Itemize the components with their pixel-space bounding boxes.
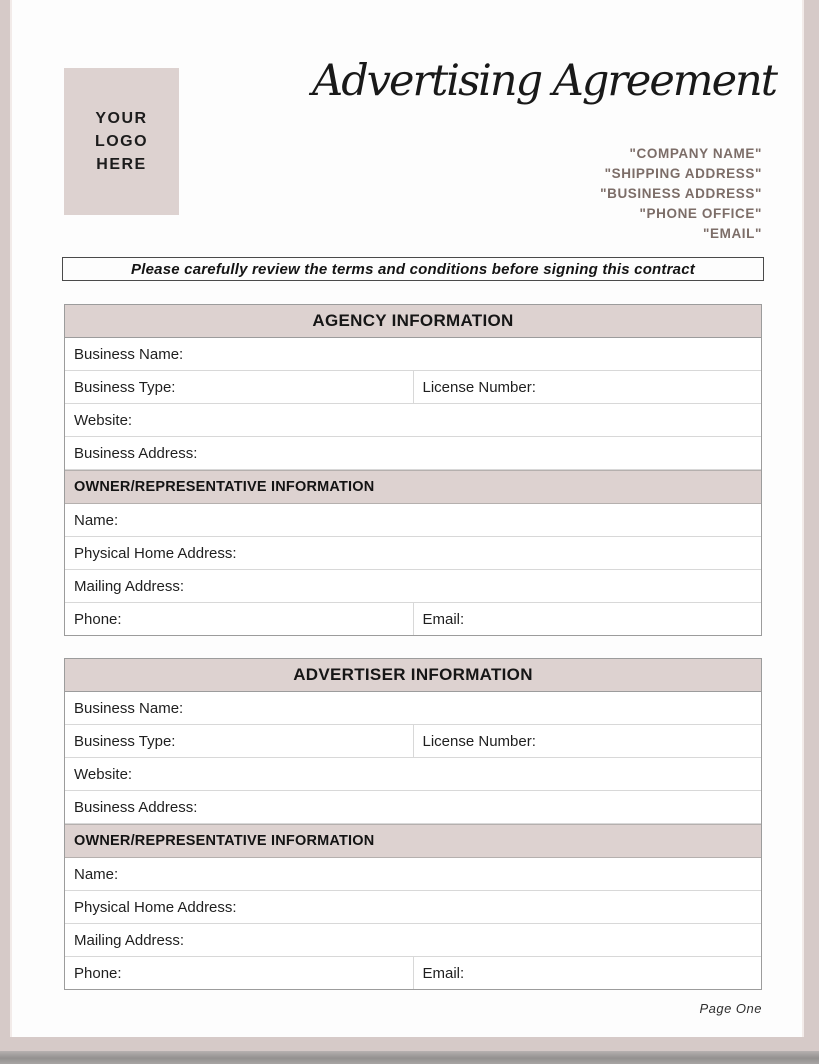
logo-placeholder xyxy=(64,68,179,215)
tables-container xyxy=(64,304,762,990)
table-row xyxy=(65,338,761,371)
field-label: Business Address: xyxy=(74,798,198,816)
company-info-line: "PHONE OFFICE" xyxy=(639,206,762,221)
notice-banner xyxy=(62,257,764,281)
info-table xyxy=(64,304,762,636)
field-label: Physical Home Address: xyxy=(74,898,237,916)
company-info-line: "EMAIL" xyxy=(703,226,762,241)
company-info-block xyxy=(600,144,762,244)
field-label: Business Name: xyxy=(74,345,184,363)
field-label: Business Name: xyxy=(74,699,184,717)
table-title: ADVERTISER INFORMATION xyxy=(65,659,761,692)
field-label: Mailing Address: xyxy=(74,577,185,595)
company-info-line: "SHIPPING ADDRESS" xyxy=(604,166,762,181)
field-label: Phone: xyxy=(65,957,414,989)
company-info-line: "COMPANY NAME" xyxy=(629,146,762,161)
section-subheader: OWNER/REPRESENTATIVE INFORMATION xyxy=(65,470,761,504)
field-label: Email: xyxy=(422,610,465,628)
document-page xyxy=(10,0,804,1037)
field-label: Email: xyxy=(422,964,465,982)
notice-text: Please carefully review the terms and conditions before signing this contract xyxy=(131,260,695,278)
table-row xyxy=(65,537,761,570)
page-footer: Page One xyxy=(699,1001,762,1016)
table-row xyxy=(65,504,761,537)
table-row xyxy=(65,957,761,989)
table-row xyxy=(65,725,761,758)
logo-text-line: YOUR xyxy=(95,110,148,127)
document-title: Advertising Agreement xyxy=(312,56,776,106)
table-row xyxy=(65,924,761,957)
logo-text-line: LOGO xyxy=(94,133,149,150)
page-bottom-shadow xyxy=(0,1051,819,1064)
table-row xyxy=(65,791,761,824)
field-label: Name: xyxy=(74,865,119,883)
logo-text-line: HERE xyxy=(96,156,147,173)
table-row xyxy=(65,371,761,404)
table-row xyxy=(65,603,761,635)
field-label: Business Type: xyxy=(65,725,414,757)
section-subheader: OWNER/REPRESENTATIVE INFORMATION xyxy=(65,824,761,858)
table-row xyxy=(65,437,761,470)
info-table xyxy=(64,658,762,990)
field-label: License Number: xyxy=(422,378,536,396)
field-label: Business Type: xyxy=(65,371,414,403)
table-row xyxy=(65,404,761,437)
field-label: Business Address: xyxy=(74,444,198,462)
table-row xyxy=(65,692,761,725)
table-row xyxy=(65,570,761,603)
field-label: License Number: xyxy=(422,732,536,750)
table-row xyxy=(65,758,761,791)
field-label: Physical Home Address: xyxy=(74,544,237,562)
field-label: Mailing Address: xyxy=(74,931,185,949)
table-title: AGENCY INFORMATION xyxy=(65,305,761,338)
company-info-line: "BUSINESS ADDRESS" xyxy=(600,186,762,201)
field-label: Name: xyxy=(74,511,119,529)
field-label: Website: xyxy=(74,765,133,783)
table-row xyxy=(65,891,761,924)
field-label: Phone: xyxy=(65,603,414,635)
field-label: Website: xyxy=(74,411,133,429)
table-row xyxy=(65,858,761,891)
